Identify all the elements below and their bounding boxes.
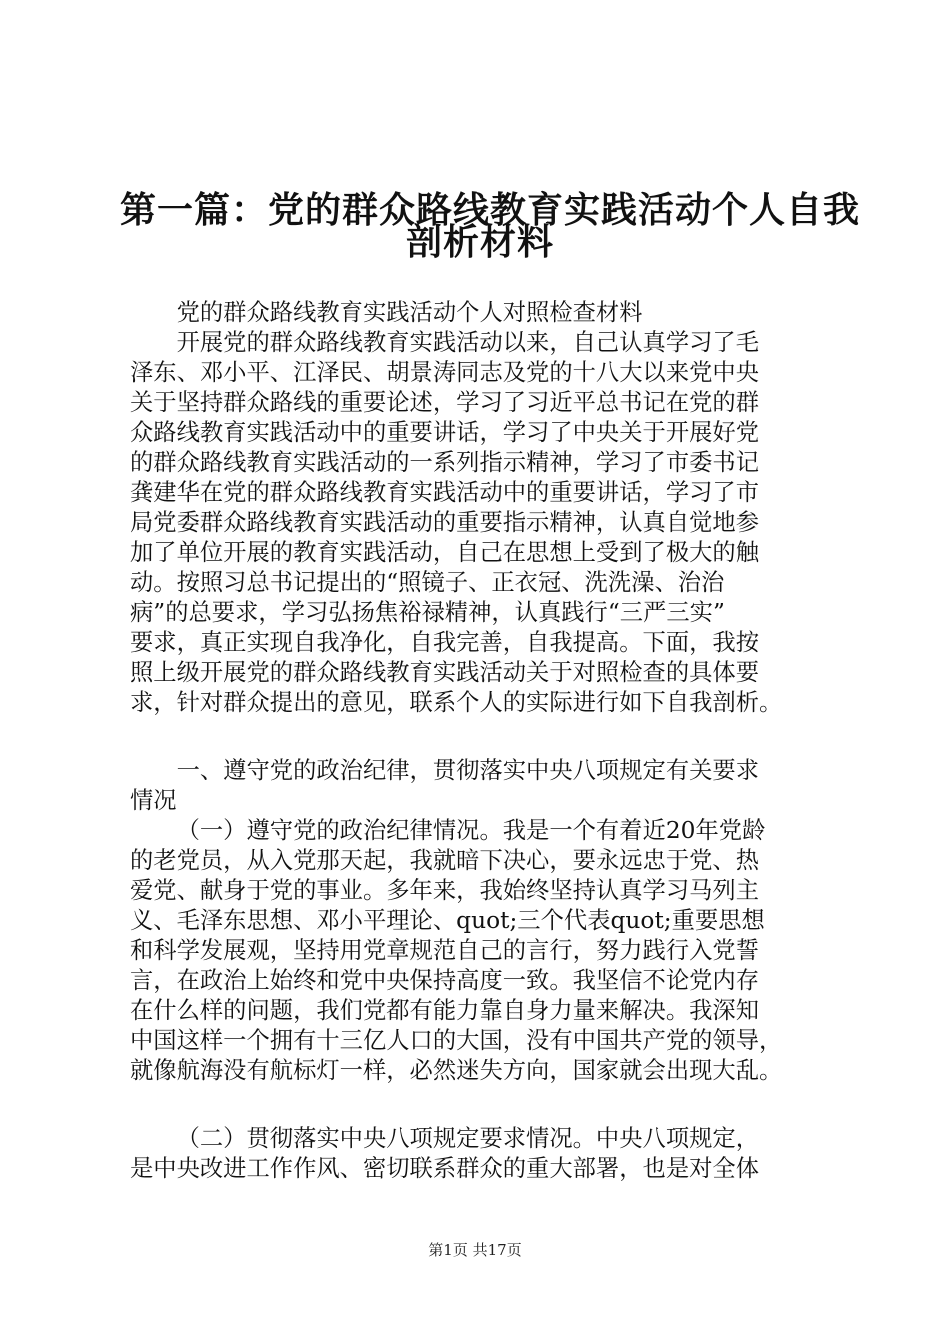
paragraph-political-discipline: （一）遵守党的政治纪律情况。我是一个有着近20年党龄 的老党员，从入党那天起，我就暗下决心，要永远忠于党、热 爱党、献身于党的事业。多年来，我始终坚持认真学习马列主 义、毛泽东思想、邓小平理论、quot;三个代表quot;重要思想 和科学发展观，坚持用党章规范自己的言行，努力践行入党誓 言，在政治上始终和党中央保持高度一致。我坚信不论党内存 在什么样的问题，我们党都有能力靠自身力量来解决。我深知 中国这样一个拥有十三亿人口的大国，没有中国共产党的领导， 就像航海没有航标灯一样，必然迷失方向，国家就会出现大乱。 bbox=[130, 817, 783, 1084]
paragraph-introduction: 开展党的群众路线教育实践活动以来，自己认真学习了毛 泽东、邓小平、江泽民、胡景涛同志及党的十八大以来党中央 关于坚持群众路线的重要论述，学习了习近平总书记在党的群 众路线教育实践活动中的重要讲话，学习了中央关于开展好党 的群众路线教育实践活动的一系列指示精神，学习了市委书记 龚建华在党的群众路线教育实践活动中的重要讲话，学习了市 局党委群众路线教育实践活动的重要指示精神，认真自觉地参 加了单位开展的教育实践活动，自己在思想上受到了极大的触 动。按照习总书记提出的“照镜子、正衣冠、洗洗澡、治治 病”的总要求，学习弘扬焦裕禄精神，认真践行“三严三实” 要求，真正实现自我净化，自我完善，自我提高。下面，我按 照上级开展党的群众路线教育实践活动关于对照检查的具体要 求，针对群众提出的意见，联系个人的实际进行如下自我剖析。 bbox=[130, 329, 783, 716]
paragraph-eight-regulations: （二）贯彻落实中央八项规定要求情况。中央八项规定， 是中央改进工作作风、密切联系群众的重大部署，也是对全体 bbox=[130, 1125, 760, 1182]
document-title-line-1: 第一篇：党的群众路线教育实践活动个人自我 bbox=[120, 189, 861, 231]
document-title-line-2: 剖析材料 bbox=[405, 221, 554, 263]
section-heading-1: 一、遵守党的政治纪律，贯彻落实中央八项规定有关要求 情况 bbox=[130, 757, 760, 814]
page-number-footer: 第1页 共17页 bbox=[428, 1241, 522, 1259]
document-subtitle: 党的群众路线教育实践活动个人对照检查材料 bbox=[176, 299, 643, 326]
